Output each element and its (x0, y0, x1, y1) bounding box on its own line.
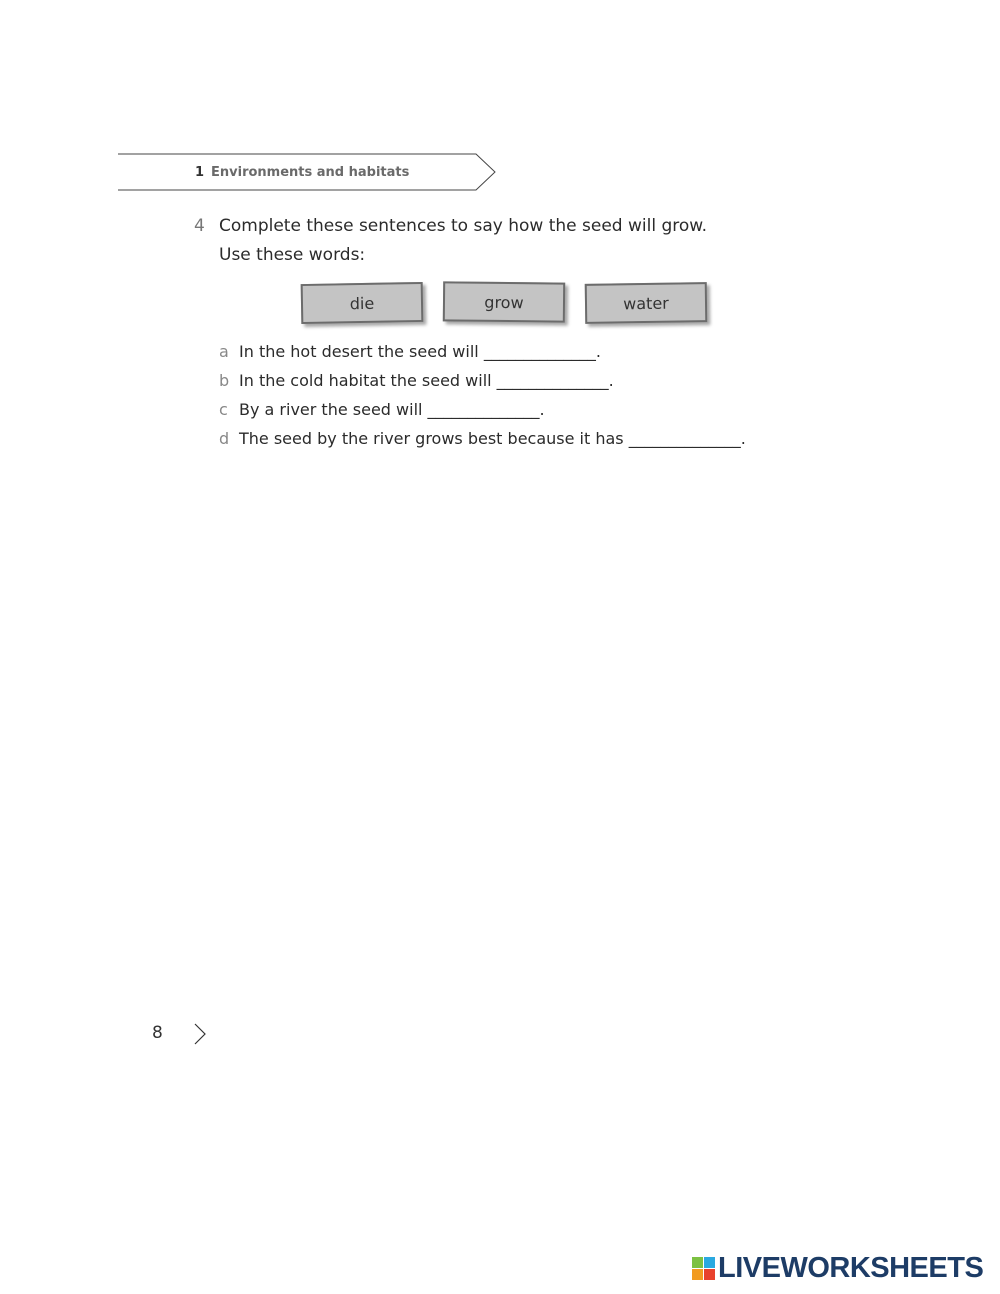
word-card-water[interactable]: water (585, 282, 708, 324)
page-number: 8 (152, 1023, 163, 1043)
liveworksheets-logo-icon (692, 1257, 716, 1281)
chapter-number: 1 (195, 165, 205, 180)
chapter-banner (118, 153, 498, 193)
item-text[interactable]: By a river the seed will ______________. (239, 400, 545, 419)
item-text[interactable]: In the hot desert the seed will ______________. (239, 342, 601, 361)
word-card-grow[interactable]: grow (443, 281, 565, 322)
item-text[interactable]: In the cold habitat the seed will ______________. (239, 371, 614, 390)
question-number: 4 (194, 216, 205, 236)
liveworksheets-brand (692, 1252, 992, 1286)
sentence-item-a (219, 342, 601, 361)
word-card-die[interactable]: die (301, 282, 424, 324)
chapter-title: Environments and habitats (211, 165, 410, 180)
item-letter: c (219, 400, 228, 419)
sentence-item-b (219, 371, 614, 390)
question-instruction: Use these words: (219, 245, 366, 265)
item-text[interactable]: The seed by the river grows best because it has ______________. (239, 429, 746, 448)
sentence-item-c (219, 400, 545, 419)
item-letter: b (219, 371, 230, 390)
sentence-item-d (219, 429, 746, 448)
chevron-right-icon (192, 1022, 208, 1046)
item-letter: d (219, 429, 230, 448)
brand-name: LIVEWORKSHEETS (718, 1252, 984, 1284)
question-prompt: Complete these sentences to say how the seed will grow. (219, 216, 708, 236)
item-letter: a (219, 342, 229, 361)
